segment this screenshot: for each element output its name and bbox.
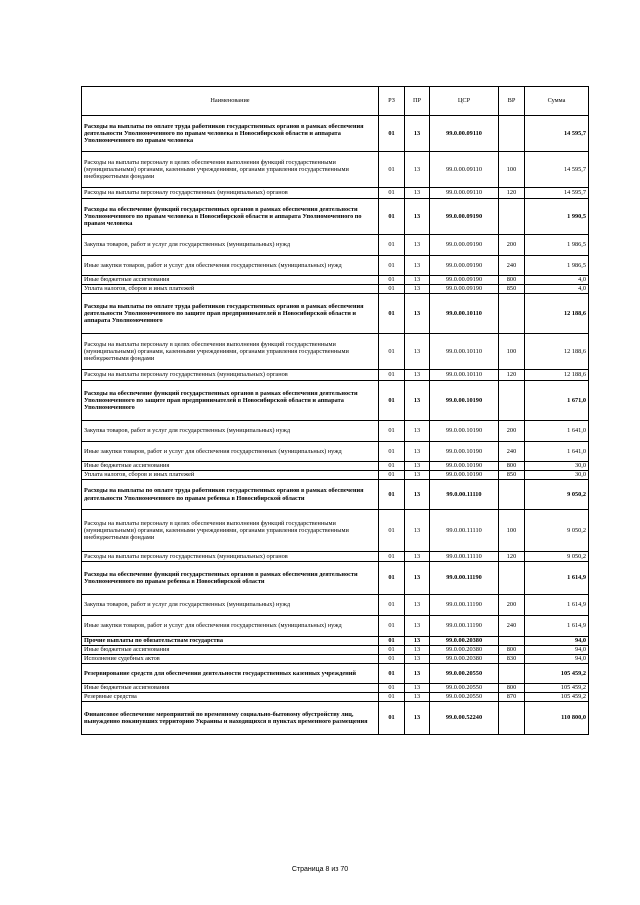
cell-pr: 13 [405,370,430,381]
cell-csr: 99.0.00.10190 [430,421,499,442]
cell-vr: 240 [499,616,525,637]
header-csr: ЦСР [430,87,499,116]
table-row [82,116,589,152]
table-row [82,684,589,693]
cell-rz: 01 [379,562,405,595]
cell-csr: 99.0.00.09190 [430,256,499,276]
table-row [82,552,589,562]
cell-csr: 99.0.00.10190 [430,442,499,462]
cell-sum: 105 459,2 [525,693,589,702]
cell-pr: 13 [405,471,430,480]
cell-sum: 14 595,7 [525,152,589,188]
cell-name: Уплата налогов, сборов и иных платежей [82,471,379,480]
header-rz: РЗ [379,87,405,116]
table-row [82,510,589,552]
cell-name: Расходы на выплаты по оплате труда работников государственных органов в рамках обеспечения деятельности Уполномоченного по правам ребенка в Новосибирской области [82,480,379,510]
cell-name: Прочие выплаты по обязательствам государства [82,637,379,646]
cell-vr: 100 [499,510,525,552]
cell-sum: 9 050,2 [525,510,589,552]
cell-csr: 99.0.00.09190 [430,285,499,294]
cell-pr: 13 [405,199,430,235]
cell-sum: 1 614,9 [525,595,589,616]
cell-rz: 01 [379,480,405,510]
cell-name: Расходы на обеспечение функций государственных органов в рамках обеспечения деятельности Уполномоченного по правам человека в Новосибирской области и аппарата Уполномоченного по правам человека [82,199,379,235]
cell-sum: 94,0 [525,655,589,664]
cell-vr: 240 [499,256,525,276]
cell-vr: 800 [499,462,525,471]
table-row [82,664,589,684]
cell-name: Иные бюджетные ассигнования [82,462,379,471]
cell-name: Иные закупки товаров, работ и услуг для обеспечения государственных (муниципальных) нужд [82,616,379,637]
cell-vr: 200 [499,595,525,616]
cell-pr: 13 [405,646,430,655]
cell-name: Иные закупки товаров, работ и услуг для обеспечения государственных (муниципальных) нужд [82,256,379,276]
cell-csr: 99.0.00.09190 [430,235,499,256]
cell-pr: 13 [405,595,430,616]
cell-sum: 1 986,5 [525,235,589,256]
cell-rz: 01 [379,510,405,552]
cell-name: Закупка товаров, работ и услуг для государственных (муниципальных) нужд [82,421,379,442]
cell-csr: 99.0.00.09190 [430,276,499,285]
cell-sum: 14 595,7 [525,116,589,152]
cell-rz: 01 [379,381,405,421]
cell-sum: 105 459,2 [525,684,589,693]
cell-csr: 99.0.00.11110 [430,510,499,552]
cell-vr: 800 [499,684,525,693]
cell-csr: 99.0.00.52240 [430,702,499,735]
cell-sum: 30,0 [525,471,589,480]
table-header-row [82,87,589,116]
table-row [82,381,589,421]
cell-pr: 13 [405,562,430,595]
cell-vr: 120 [499,370,525,381]
cell-rz: 01 [379,684,405,693]
cell-pr: 13 [405,381,430,421]
table-row [82,595,589,616]
cell-vr: 100 [499,334,525,370]
cell-csr: 99.0.00.20550 [430,684,499,693]
cell-csr: 99.0.00.20380 [430,655,499,664]
cell-name: Расходы на обеспечение функций государственных органов в рамках обеспечения деятельности Уполномоченного по правам ребенка в Новосибирской области [82,562,379,595]
cell-sum: 30,0 [525,462,589,471]
cell-name: Иные бюджетные ассигнования [82,684,379,693]
cell-csr: 99.0.00.10190 [430,381,499,421]
cell-vr [499,199,525,235]
cell-rz: 01 [379,285,405,294]
cell-rz: 01 [379,152,405,188]
cell-name: Расходы на выплаты по оплате труда работников государственных органов в рамках обеспечения деятельности Уполномоченного по защите прав предпринимателей в Новосибирской области и аппарата Уполномоченного [82,294,379,334]
cell-name: Расходы на выплаты персоналу в целях обеспечения выполнения функций государственными (муниципальными) органами, казенными учреждениями, органами управления государственными внебюджетными фондами [82,334,379,370]
cell-pr: 13 [405,188,430,199]
cell-sum: 1 614,9 [525,616,589,637]
cell-name: Расходы на выплаты персоналу в целях обеспечения выполнения функций государственными (муниципальными) органами, казенными учреждениями, органами управления государственными внебюджетными фондами [82,152,379,188]
cell-rz: 01 [379,276,405,285]
cell-csr: 99.0.00.20550 [430,664,499,684]
cell-rz: 01 [379,256,405,276]
cell-pr: 13 [405,702,430,735]
cell-sum: 1 671,0 [525,381,589,421]
cell-rz: 01 [379,637,405,646]
cell-vr: 200 [499,235,525,256]
header-name: Наименование [82,87,379,116]
table-row [82,370,589,381]
cell-pr: 13 [405,510,430,552]
cell-name: Расходы на обеспечение функций государственных органов в рамках обеспечения деятельности Уполномоченного по защите прав предпринимателей в Новосибирской области и аппарата Уполномоченного [82,381,379,421]
cell-vr: 850 [499,471,525,480]
cell-rz: 01 [379,471,405,480]
cell-pr: 13 [405,294,430,334]
cell-sum: 1 614,9 [525,562,589,595]
cell-csr: 99.0.00.20380 [430,637,499,646]
cell-sum: 94,0 [525,646,589,655]
cell-pr: 13 [405,442,430,462]
cell-name: Расходы на выплаты персоналу государственных (муниципальных) органов [82,188,379,199]
table-body [82,116,589,735]
table-row [82,693,589,702]
cell-sum: 105 459,2 [525,664,589,684]
cell-vr [499,294,525,334]
cell-csr: 99.0.00.10190 [430,462,499,471]
table-row [82,421,589,442]
cell-name: Расходы на выплаты персоналу государственных (муниципальных) органов [82,552,379,562]
cell-name: Расходы на выплаты персоналу в целях обеспечения выполнения функций государственными (муниципальными) органами, казенными учреждениями, органами управления государственными внебюджетными фондами [82,510,379,552]
table-row [82,294,589,334]
cell-pr: 13 [405,152,430,188]
table-row [82,655,589,664]
cell-pr: 13 [405,693,430,702]
cell-sum: 12 188,6 [525,370,589,381]
cell-sum: 110 800,0 [525,702,589,735]
cell-csr: 99.0.00.11110 [430,552,499,562]
cell-pr: 13 [405,637,430,646]
cell-name: Закупка товаров, работ и услуг для государственных (муниципальных) нужд [82,595,379,616]
table-row [82,616,589,637]
budget-table [81,86,589,735]
cell-sum: 12 188,6 [525,334,589,370]
cell-sum: 1 986,5 [525,256,589,276]
cell-sum: 1 641,0 [525,442,589,462]
table-row [82,442,589,462]
cell-sum: 1 990,5 [525,199,589,235]
cell-vr: 800 [499,646,525,655]
cell-rz: 01 [379,462,405,471]
table-row [82,462,589,471]
cell-sum: 9 050,2 [525,552,589,562]
cell-csr: 99.0.00.20380 [430,646,499,655]
cell-vr: 850 [499,285,525,294]
cell-pr: 13 [405,480,430,510]
cell-rz: 01 [379,646,405,655]
cell-rz: 01 [379,595,405,616]
cell-pr: 13 [405,334,430,370]
cell-rz: 01 [379,702,405,735]
cell-pr: 13 [405,116,430,152]
cell-pr: 13 [405,684,430,693]
cell-sum: 1 641,0 [525,421,589,442]
cell-vr [499,562,525,595]
cell-csr: 99.0.00.11110 [430,480,499,510]
cell-pr: 13 [405,462,430,471]
cell-pr: 13 [405,285,430,294]
cell-name: Финансовое обеспечение мероприятий по временному социально-бытовому обустройству лиц, вынужденно покинувших территорию Украины и находящихся в пунктах временного размещения [82,702,379,735]
header-vr: ВР [499,87,525,116]
cell-rz: 01 [379,334,405,370]
cell-name: Уплата налогов, сборов и иных платежей [82,285,379,294]
cell-pr: 13 [405,235,430,256]
cell-csr: 99.0.00.11190 [430,616,499,637]
cell-name: Резервные средства [82,693,379,702]
cell-rz: 01 [379,188,405,199]
cell-rz: 01 [379,442,405,462]
cell-rz: 01 [379,552,405,562]
cell-sum: 4,0 [525,276,589,285]
cell-pr: 13 [405,552,430,562]
table-row [82,471,589,480]
table-row [82,702,589,735]
cell-vr [499,637,525,646]
cell-name: Исполнение судебных актов [82,655,379,664]
cell-csr: 99.0.00.20550 [430,693,499,702]
cell-rz: 01 [379,116,405,152]
cell-rz: 01 [379,664,405,684]
cell-vr: 200 [499,421,525,442]
cell-vr [499,116,525,152]
cell-name: Расходы на выплаты персоналу государственных (муниципальных) органов [82,370,379,381]
table-row [82,188,589,199]
cell-vr [499,664,525,684]
cell-rz: 01 [379,199,405,235]
cell-sum: 94,0 [525,637,589,646]
cell-pr: 13 [405,655,430,664]
cell-pr: 13 [405,256,430,276]
cell-pr: 13 [405,276,430,285]
table-row [82,285,589,294]
cell-vr: 100 [499,152,525,188]
header-pr: ПР [405,87,430,116]
cell-csr: 99.0.00.10190 [430,471,499,480]
cell-name: Резервирование средств для обеспечения деятельности государственных казенных учреждений [82,664,379,684]
cell-rz: 01 [379,294,405,334]
cell-csr: 99.0.00.09190 [430,199,499,235]
cell-sum: 9 050,2 [525,480,589,510]
cell-rz: 01 [379,693,405,702]
cell-pr: 13 [405,616,430,637]
cell-vr: 830 [499,655,525,664]
cell-pr: 13 [405,421,430,442]
table-row [82,256,589,276]
cell-rz: 01 [379,235,405,256]
cell-name: Иные закупки товаров, работ и услуг для обеспечения государственных (муниципальных) нужд [82,442,379,462]
cell-vr: 800 [499,276,525,285]
cell-rz: 01 [379,616,405,637]
cell-rz: 01 [379,421,405,442]
cell-rz: 01 [379,655,405,664]
cell-csr: 99.0.00.09110 [430,188,499,199]
cell-sum: 14 595,7 [525,188,589,199]
cell-pr: 13 [405,664,430,684]
table-row [82,637,589,646]
cell-csr: 99.0.00.11190 [430,562,499,595]
cell-name: Иные бюджетные ассигнования [82,646,379,655]
cell-name: Иные бюджетные ассигнования [82,276,379,285]
cell-sum: 12 188,6 [525,294,589,334]
cell-csr: 99.0.00.10110 [430,334,499,370]
page-number: Страница 8 из 70 [291,866,349,873]
table-row [82,334,589,370]
cell-vr [499,480,525,510]
table-row [82,199,589,235]
cell-csr: 99.0.00.09110 [430,152,499,188]
cell-vr: 120 [499,188,525,199]
table-row [82,152,589,188]
cell-rz: 01 [379,370,405,381]
table-row [82,562,589,595]
cell-csr: 99.0.00.11190 [430,595,499,616]
cell-sum: 4,0 [525,285,589,294]
cell-csr: 99.0.00.10110 [430,294,499,334]
cell-vr: 240 [499,442,525,462]
table-row [82,276,589,285]
cell-vr: 120 [499,552,525,562]
cell-csr: 99.0.00.10110 [430,370,499,381]
cell-name: Расходы на выплаты по оплате труда работников государственных органов в рамках обеспечения деятельности Уполномоченного по правам человека в Новосибирской области и аппарата Уполномоченного по правам человека [82,116,379,152]
table-row [82,480,589,510]
cell-vr [499,702,525,735]
cell-vr: 870 [499,693,525,702]
header-sum: Сумма [525,87,589,116]
cell-name: Закупка товаров, работ и услуг для государственных (муниципальных) нужд [82,235,379,256]
cell-vr [499,381,525,421]
cell-csr: 99.0.00.09110 [430,116,499,152]
table-row [82,646,589,655]
table-row [82,235,589,256]
